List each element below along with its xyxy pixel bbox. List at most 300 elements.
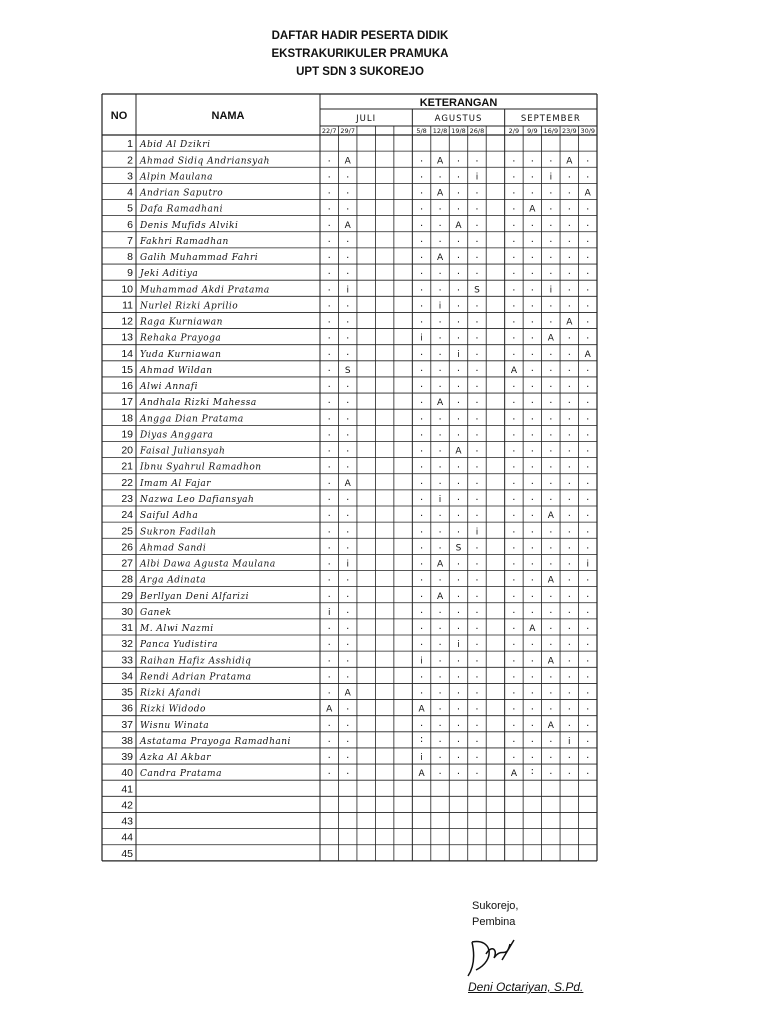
attendance-mark: .	[475, 604, 479, 616]
month-label: SEPTEMBER	[520, 114, 581, 124]
attendance-mark: .	[549, 443, 553, 455]
attendance-mark: .	[327, 459, 331, 471]
attendance-mark: .	[475, 621, 479, 633]
attendance-mark: .	[512, 379, 516, 391]
student-name: Rehaka Prayoga	[140, 333, 222, 344]
attendance-mark: .	[549, 266, 553, 278]
attendance-mark: .	[475, 685, 479, 697]
attendance-mark: .	[567, 653, 571, 665]
attendance-mark: A	[547, 656, 554, 667]
attendance-mark: .	[549, 379, 553, 391]
signature-mark	[462, 930, 532, 980]
attendance-mark: .	[549, 298, 553, 310]
attendance-mark: .	[346, 588, 350, 600]
attendance-mark: .	[549, 427, 553, 439]
title-line-2: EKSTRAKURIKULER PRAMUKA	[271, 48, 449, 60]
attendance-mark: .	[567, 459, 571, 471]
attendance-mark: .	[512, 588, 516, 600]
attendance-mark: .	[512, 201, 516, 213]
attendance-mark: .	[346, 346, 350, 358]
attendance-mark: .	[475, 411, 479, 423]
attendance-mark: .	[586, 282, 590, 294]
attendance-mark: .	[475, 733, 479, 745]
attendance-mark: .	[456, 766, 461, 778]
row-number: 12	[121, 315, 133, 328]
attendance-mark: .	[475, 766, 479, 778]
attendance-mark: .	[549, 750, 553, 762]
attendance-mark: .	[327, 169, 331, 181]
attendance-mark: .	[475, 298, 479, 310]
attendance-mark: .	[512, 330, 516, 342]
attendance-mark: .	[346, 266, 350, 278]
attendance-mark: .	[327, 443, 331, 455]
attendance-mark: .	[327, 233, 331, 245]
attendance-mark: .	[567, 201, 571, 213]
attendance-mark: .	[419, 556, 424, 568]
attendance-mark: .	[456, 717, 461, 729]
student-name: Alwi Annafi	[140, 382, 198, 393]
attendance-mark: .	[567, 685, 571, 697]
attendance-mark: .	[512, 185, 516, 197]
attendance-mark: .	[456, 459, 461, 471]
attendance-mark: .	[346, 717, 350, 729]
attendance-mark: .	[327, 250, 331, 262]
row-number: 40	[121, 767, 133, 780]
header-nama: NAMA	[211, 110, 245, 122]
attendance-mark: .	[438, 443, 442, 455]
attendance-mark: .	[586, 330, 590, 342]
attendance-mark: .	[567, 524, 571, 536]
attendance-mark: .	[549, 733, 553, 745]
student-name: Ibnu Syahrul Ramadhon	[140, 462, 262, 473]
signature-role: Pembina	[472, 916, 516, 928]
attendance-mark: .	[419, 588, 424, 600]
attendance-mark: .	[419, 153, 424, 165]
attendance-mark: .	[475, 556, 479, 568]
attendance-mark: .	[549, 540, 553, 552]
attendance-mark: .	[346, 637, 350, 649]
attendance-mark: .	[512, 282, 516, 294]
attendance-mark: .	[438, 266, 442, 278]
attendance-mark: .	[419, 411, 424, 423]
attendance-mark: .	[438, 362, 442, 374]
attendance-mark: .	[567, 282, 571, 294]
attendance-mark: .	[567, 362, 571, 374]
attendance-mark: .	[512, 314, 516, 326]
attendance-mark: A	[436, 188, 444, 199]
attendance-mark: .	[456, 524, 461, 536]
student-name: Ahmad Sandi	[140, 543, 207, 554]
student-name: Diyas Anggara	[140, 430, 214, 441]
attendance-mark: .	[586, 604, 590, 616]
attendance-mark: A	[418, 769, 425, 780]
attendance-mark: .	[346, 443, 350, 455]
row-number: 31	[121, 622, 133, 635]
attendance-mark: .	[327, 411, 331, 423]
attendance-mark: .	[346, 653, 350, 665]
attendance-mark: .	[456, 314, 461, 326]
student-name: Azka Al Akbar	[140, 753, 212, 764]
attendance-mark: .	[438, 411, 442, 423]
row-number: 10	[121, 283, 133, 296]
attendance-mark: A	[418, 704, 425, 715]
attendance-mark: .	[530, 379, 534, 391]
attendance-mark: .	[549, 669, 553, 681]
attendance-mark: A	[455, 446, 462, 457]
attendance-mark: .	[512, 346, 516, 358]
attendance-mark: .	[586, 588, 590, 600]
attendance-mark: .	[456, 233, 461, 245]
attendance-mark: .	[346, 185, 350, 197]
attendance-mark: i	[420, 656, 423, 667]
attendance-mark: .	[586, 621, 590, 633]
student-name: Arga Adinata	[140, 575, 207, 586]
attendance-mark: .	[456, 733, 461, 745]
attendance-mark: .	[530, 669, 534, 681]
attendance-mark: .	[567, 637, 571, 649]
attendance-mark: .	[512, 572, 516, 584]
student-name: Faisal Juliansyah	[140, 446, 226, 457]
attendance-mark: .	[549, 233, 553, 245]
attendance-mark: .	[512, 717, 516, 729]
attendance-mark: S	[344, 365, 351, 376]
attendance-mark: .	[530, 185, 534, 197]
attendance-mark: .	[586, 701, 590, 713]
attendance-mark: A	[436, 156, 444, 167]
attendance-mark: i	[475, 527, 479, 538]
attendance-mark: .	[456, 556, 461, 568]
attendance-mark: A	[344, 688, 351, 699]
attendance-mark: .	[456, 475, 461, 487]
attendance-mark: .	[438, 282, 442, 294]
attendance-mark: .	[327, 298, 331, 310]
attendance-mark: .	[327, 153, 331, 165]
header-no: NO	[110, 110, 128, 122]
attendance-mark: .	[419, 282, 424, 294]
attendance-mark: .	[327, 427, 331, 439]
attendance-mark: .	[327, 524, 331, 536]
attendance-mark: .	[475, 201, 479, 213]
student-name: Raihan Hafiz Asshidiq	[140, 656, 252, 667]
attendance-mark: .	[549, 201, 553, 213]
attendance-mark: .	[530, 314, 534, 326]
attendance-mark: .	[512, 459, 516, 471]
attendance-mark: :	[530, 766, 535, 778]
attendance-mark: .	[530, 233, 534, 245]
attendance-mark: .	[475, 637, 479, 649]
student-name: Ahmad Sidiq Andriansyah	[140, 156, 270, 167]
title-line-3: UPT SDN 3 SUKOREJO	[296, 66, 424, 78]
date-label: 5/8	[416, 127, 427, 135]
row-number: 7	[127, 234, 133, 247]
attendance-mark: .	[456, 427, 461, 439]
student-name: Galih Muhammad Fahri	[140, 253, 259, 264]
attendance-mark: .	[549, 250, 553, 262]
attendance-mark: .	[567, 750, 571, 762]
date-label: 23/9	[561, 127, 577, 135]
attendance-mark: .	[512, 653, 516, 665]
attendance-mark: .	[419, 604, 424, 616]
attendance-mark: .	[530, 491, 534, 503]
row-number: 38	[121, 734, 133, 747]
attendance-mark: .	[586, 669, 590, 681]
attendance-mark: .	[419, 508, 424, 520]
attendance-mark: .	[456, 701, 461, 713]
attendance-mark: .	[586, 572, 590, 584]
attendance-mark: .	[586, 427, 590, 439]
attendance-mark: .	[567, 411, 571, 423]
attendance-mark: .	[475, 153, 479, 165]
row-number: 3	[127, 170, 133, 183]
attendance-mark: .	[475, 233, 479, 245]
attendance-mark: A	[529, 204, 536, 215]
date-label: 19/8	[451, 127, 466, 135]
row-number: 15	[121, 363, 133, 376]
attendance-mark: .	[549, 314, 553, 326]
attendance-mark: .	[530, 604, 534, 616]
row-number: 23	[121, 492, 133, 505]
attendance-mark: .	[438, 330, 442, 342]
attendance-mark: .	[530, 685, 534, 697]
attendance-mark: .	[530, 540, 534, 552]
attendance-mark: .	[419, 491, 424, 503]
attendance-mark: .	[512, 233, 516, 245]
attendance-mark: .	[475, 540, 479, 552]
attendance-mark: .	[475, 588, 479, 600]
attendance-mark: .	[327, 314, 331, 326]
attendance-mark: .	[512, 524, 516, 536]
row-number: 4	[127, 186, 133, 199]
date-label: 29/7	[340, 127, 356, 135]
row-number: 16	[121, 380, 133, 393]
attendance-mark: .	[549, 153, 553, 165]
attendance-mark: .	[549, 604, 553, 616]
attendance-mark: .	[549, 701, 553, 713]
attendance-mark: .	[567, 266, 571, 278]
attendance-mark: .	[419, 379, 424, 391]
attendance-mark: .	[456, 508, 461, 520]
attendance-mark: .	[419, 201, 424, 213]
attendance-mark: i	[346, 285, 349, 296]
attendance-mark: .	[530, 217, 534, 229]
row-number: 5	[127, 202, 133, 215]
attendance-mark: .	[346, 766, 350, 778]
attendance-mark: .	[456, 379, 461, 391]
attendance-mark: .	[456, 604, 461, 616]
attendance-mark: .	[475, 475, 479, 487]
student-name: Denis Mufids Alviki	[140, 220, 239, 231]
attendance-mark: .	[327, 733, 331, 745]
attendance-mark: .	[530, 475, 534, 487]
attendance-mark: .	[586, 733, 590, 745]
attendance-mark: .	[512, 540, 516, 552]
attendance-mark: .	[586, 508, 590, 520]
attendance-mark: .	[567, 621, 571, 633]
attendance-mark: .	[438, 233, 442, 245]
attendance-mark: .	[327, 653, 331, 665]
attendance-mark: .	[327, 217, 331, 229]
attendance-mark: .	[549, 556, 553, 568]
attendance-mark: .	[530, 459, 534, 471]
attendance-mark: .	[530, 733, 534, 745]
student-name: Andhala Rizki Mahessa	[140, 398, 257, 409]
attendance-mark: .	[549, 185, 553, 197]
attendance-mark: .	[586, 685, 590, 697]
attendance-mark: A	[344, 478, 351, 489]
attendance-mark: .	[419, 250, 424, 262]
attendance-mark: A	[529, 624, 536, 635]
attendance-mark: .	[456, 250, 461, 262]
attendance-mark: .	[438, 201, 442, 213]
attendance-mark: .	[475, 250, 479, 262]
attendance-mark: .	[530, 427, 534, 439]
attendance-mark: .	[475, 346, 479, 358]
row-number: 30	[121, 605, 133, 618]
attendance-mark: i	[549, 285, 553, 296]
attendance-mark: .	[512, 733, 516, 745]
attendance-mark: .	[346, 233, 350, 245]
attendance-mark: A	[436, 253, 444, 264]
attendance-mark: .	[475, 701, 479, 713]
date-label: 2/9	[508, 127, 520, 135]
attendance-mark: .	[346, 298, 350, 310]
student-name: M. Alwi Nazmi	[140, 624, 214, 635]
attendance-mark: .	[419, 572, 424, 584]
attendance-mark: .	[456, 750, 461, 762]
attendance-mark: .	[530, 411, 534, 423]
student-name: Imam Al Fajar	[140, 478, 212, 489]
student-name: Fakhri Ramadhan	[140, 236, 229, 247]
attendance-mark: .	[549, 766, 553, 778]
attendance-mark: .	[475, 508, 479, 520]
row-number: 42	[121, 799, 133, 812]
attendance-mark: .	[512, 427, 516, 439]
attendance-mark: .	[549, 685, 553, 697]
attendance-mark: .	[475, 362, 479, 374]
attendance-mark: .	[475, 653, 479, 665]
attendance-mark: A	[547, 720, 554, 731]
attendance-mark: .	[327, 685, 331, 697]
attendance-mark: .	[530, 346, 534, 358]
attendance-mark: .	[327, 379, 331, 391]
attendance-mark: .	[327, 330, 331, 342]
attendance-mark: .	[346, 379, 350, 391]
attendance-mark: .	[419, 185, 424, 197]
student-name: Rendi Adrian Pratama	[140, 672, 252, 683]
attendance-mark: .	[567, 427, 571, 439]
attendance-mark: .	[438, 217, 442, 229]
date-label: 22/7	[321, 127, 337, 135]
attendance-mark: .	[456, 153, 461, 165]
attendance-mark: .	[438, 604, 442, 616]
attendance-mark: .	[346, 669, 350, 681]
attendance-mark: .	[346, 427, 350, 439]
attendance-mark: .	[549, 459, 553, 471]
attendance-mark: .	[475, 330, 479, 342]
student-name: Jeki Aditiya	[140, 269, 199, 280]
attendance-mark: A	[584, 349, 591, 360]
attendance-mark: .	[346, 330, 350, 342]
attendance-mark: .	[586, 314, 590, 326]
attendance-mark: .	[567, 669, 571, 681]
attendance-mark: .	[438, 637, 442, 649]
attendance-mark: A	[510, 365, 517, 376]
attendance-mark: .	[586, 298, 590, 310]
attendance-mark: .	[586, 395, 590, 407]
attendance-mark: .	[346, 201, 350, 213]
attendance-mark: .	[567, 185, 571, 197]
attendance-mark: .	[512, 217, 516, 229]
attendance-mark: .	[438, 169, 442, 181]
attendance-mark: .	[419, 233, 424, 245]
attendance-mark: .	[549, 475, 553, 487]
attendance-mark: i	[457, 640, 460, 651]
student-name: Angga Dian Pratama	[140, 414, 244, 425]
student-name: Saiful Adha	[140, 511, 199, 522]
attendance-mark: .	[549, 491, 553, 503]
attendance-mark: .	[327, 282, 331, 294]
student-name: Rizki Afandi	[140, 688, 202, 699]
row-number: 25	[121, 525, 133, 538]
attendance-mark: .	[567, 766, 571, 778]
date-label: 26/8	[469, 127, 485, 135]
attendance-mark: .	[456, 266, 461, 278]
row-number: 35	[121, 686, 133, 699]
attendance-mark: .	[475, 217, 479, 229]
attendance-mark: S	[474, 285, 480, 296]
attendance-mark: .	[530, 717, 534, 729]
attendance-mark: .	[530, 395, 534, 407]
attendance-mark: .	[567, 298, 571, 310]
attendance-mark: .	[419, 362, 424, 374]
student-name: Nazwa Leo Dafiansyah	[140, 494, 255, 505]
attendance-mark: .	[549, 362, 553, 374]
row-number: 39	[121, 751, 133, 764]
student-name: Dafa Ramadhani	[140, 204, 223, 215]
attendance-mark: .	[327, 637, 331, 649]
attendance-mark: .	[438, 766, 442, 778]
student-name: Abid Al Dzikri	[140, 140, 211, 151]
student-name: Muhammad Akdi Pratama	[140, 285, 270, 296]
attendance-mark: .	[327, 572, 331, 584]
attendance-mark: .	[512, 250, 516, 262]
attendance-mark: .	[567, 540, 571, 552]
student-name: Panca Yudistira	[140, 640, 218, 651]
row-number: 45	[121, 847, 133, 860]
attendance-mark: .	[586, 750, 590, 762]
row-number: 6	[127, 218, 133, 231]
month-label: JULI	[356, 114, 377, 124]
attendance-mark: .	[419, 717, 424, 729]
row-number: 11	[122, 299, 133, 312]
attendance-mark: .	[512, 685, 516, 697]
attendance-mark: i	[346, 559, 349, 570]
attendance-mark: .	[567, 701, 571, 713]
attendance-mark: .	[438, 685, 442, 697]
attendance-mark: A	[436, 591, 444, 602]
attendance-mark: .	[327, 669, 331, 681]
attendance-mark: .	[567, 169, 571, 181]
attendance-mark: .	[512, 475, 516, 487]
attendance-mark: A	[584, 188, 591, 199]
attendance-mark: .	[530, 362, 534, 374]
attendance-mark: .	[456, 669, 461, 681]
attendance-mark: .	[530, 653, 534, 665]
attendance-mark: .	[327, 750, 331, 762]
attendance-mark: .	[346, 621, 350, 633]
attendance-mark: .	[346, 250, 350, 262]
attendance-mark: .	[438, 459, 442, 471]
